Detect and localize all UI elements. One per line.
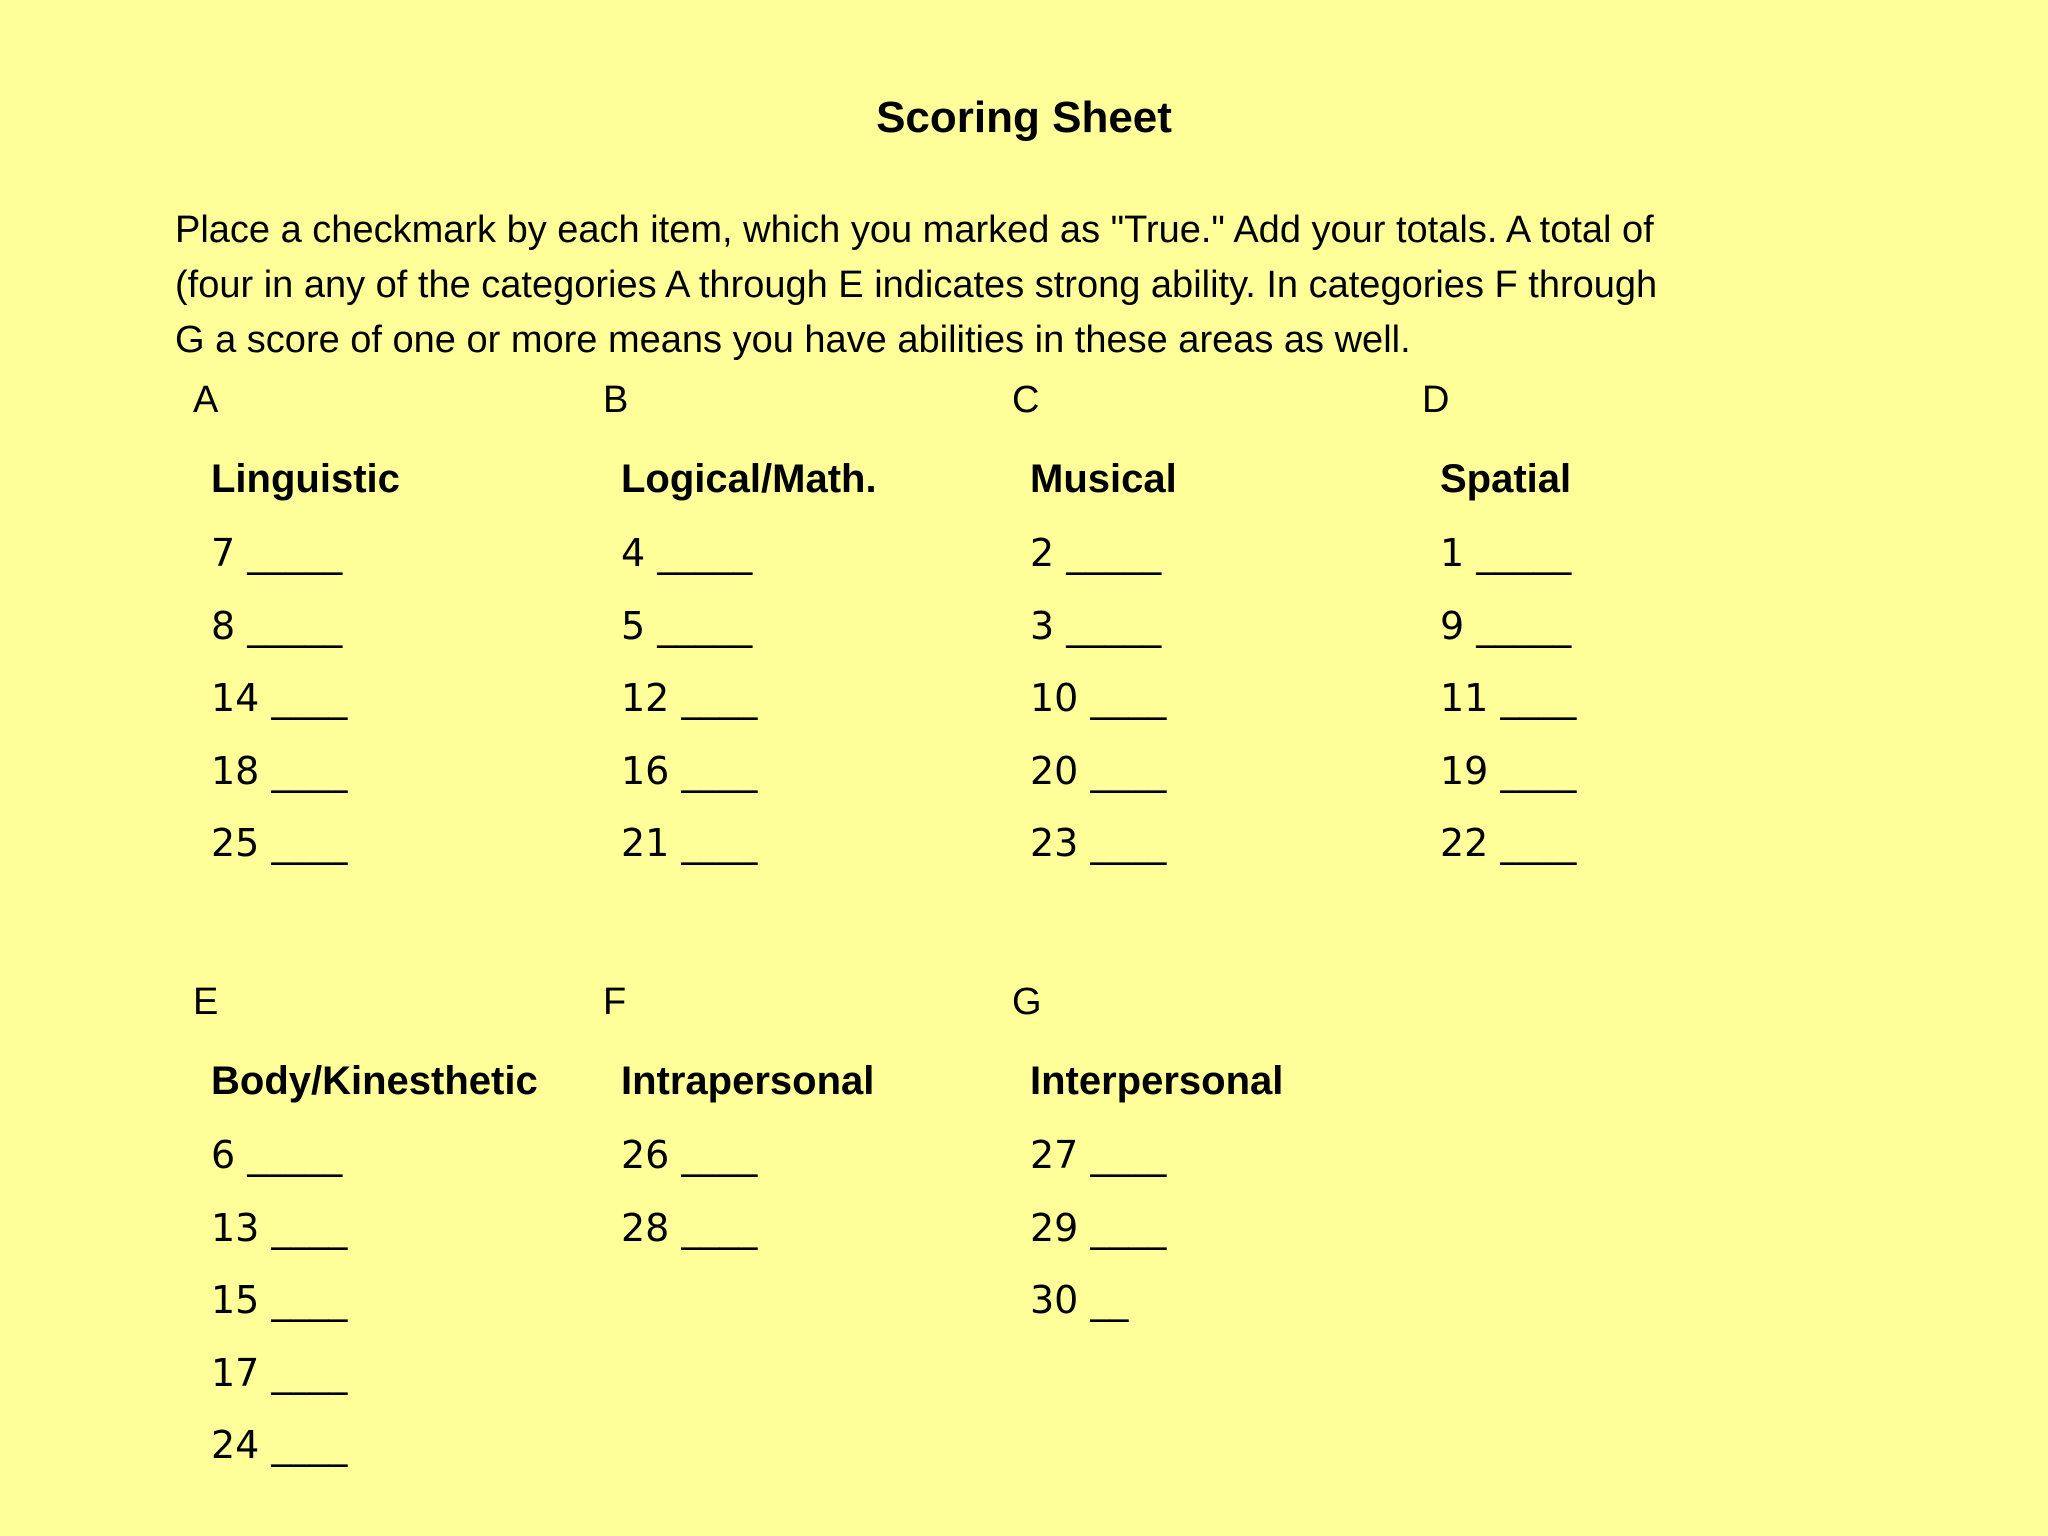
score-item: 11 ____ [1440,676,1577,720]
score-item: 28 ____ [621,1205,758,1250]
category-letter: G [1012,981,1042,1023]
item-list [1440,527,1576,890]
instructions-text: Place a checkmark by each item, which you marked as "True." Add your totals. A total of (four in any of the categories A through E indicates strong ability. In categories F through G a score of one or more means you have abilities in these areas as well. [175,209,1658,361]
score-item: 15 ____ [211,1278,348,1322]
score-item: 9 _____ [1440,603,1572,648]
category-letter: F [603,981,627,1023]
category-letter: A [193,379,219,421]
score-item: 19 ____ [1440,748,1577,793]
score-item: 4 _____ [621,531,753,575]
category-name: Intrapersonal [621,1059,875,1103]
score-item: 27 ____ [1030,1133,1167,1177]
score-item: 29 ____ [1030,1205,1167,1250]
category-name: Linguistic [211,457,400,501]
category-letter: E [193,981,219,1023]
score-item: 1 _____ [1440,531,1572,575]
score-item: 20 ____ [1030,748,1167,793]
category-name: Logical/Math. [621,457,877,501]
score-item: 21 ____ [621,821,758,865]
score-item: 6 _____ [211,1133,343,1177]
page-title: Scoring Sheet [876,93,1172,142]
category-name: Spatial [1440,457,1572,501]
score-item: 30 __ [1030,1278,1129,1322]
score-item: 3 _____ [1030,603,1162,648]
score-item: 23 ____ [1030,821,1167,865]
score-item: 24 ____ [211,1423,348,1467]
item-list [211,1129,347,1492]
score-item: 2 _____ [1030,531,1162,575]
score-item: 12 ____ [621,676,758,720]
item-list [211,527,347,890]
category-name: Musical [1030,457,1177,501]
score-item: 16 ____ [621,748,758,793]
score-item: 7 _____ [211,531,343,575]
category-letter: C [1012,379,1040,421]
score-item: 25 ____ [211,821,348,865]
score-item: 10 ____ [1030,676,1167,720]
score-item: 22 ____ [1440,821,1577,865]
score-item: 5 _____ [621,603,753,648]
item-list [1030,527,1166,890]
category-name: Body/Kinesthetic [211,1059,538,1103]
item-list [1030,1129,1166,1347]
score-item: 26 ____ [621,1133,758,1177]
category-name: Interpersonal [1030,1059,1284,1103]
item-list [621,527,757,890]
item-list [621,1129,757,1274]
score-item: 8 _____ [211,603,343,648]
score-item: 14 ____ [211,676,348,720]
category-letter: B [603,379,629,421]
score-item: 18 ____ [211,748,348,793]
score-item: 17 ____ [211,1350,348,1395]
category-letter: D [1422,379,1450,421]
score-item: 13 ____ [211,1205,348,1250]
